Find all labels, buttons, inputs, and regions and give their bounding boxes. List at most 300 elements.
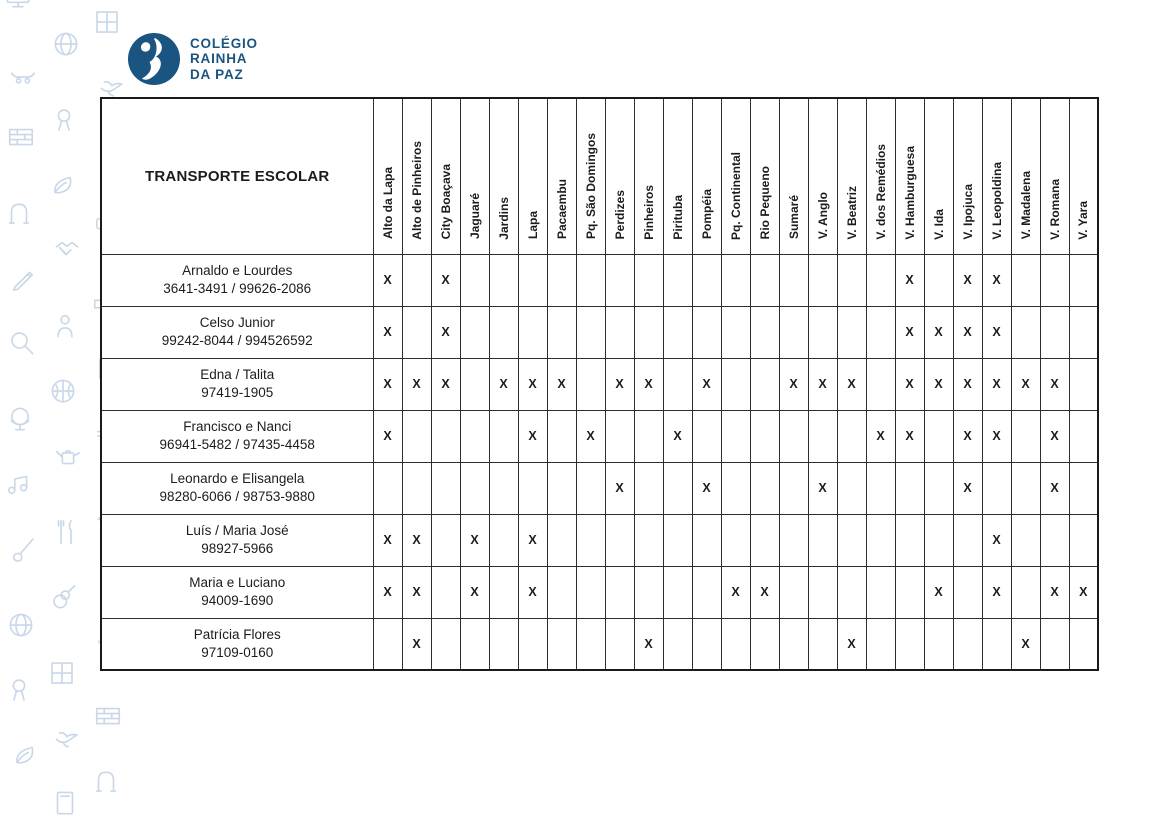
- column-header: [518, 98, 547, 254]
- mark-cell: [547, 566, 576, 618]
- mark-cell: X: [982, 566, 1011, 618]
- mark-cell: [1040, 618, 1069, 670]
- table-row: [101, 566, 1098, 618]
- mark-cell: [837, 462, 866, 514]
- header-row: [101, 98, 1098, 254]
- column-header: [895, 98, 924, 254]
- pencil-icon: [9, 263, 39, 293]
- book-icon: [50, 788, 80, 818]
- driver-phone: 98927-5966: [201, 541, 274, 556]
- mark-cell: X: [489, 358, 518, 410]
- mark-cell: X: [779, 358, 808, 410]
- column-header-label: Pq. São Domingos: [583, 133, 598, 240]
- mark-cell: X: [663, 410, 692, 462]
- column-header: [866, 98, 895, 254]
- mark-cell: [1011, 566, 1040, 618]
- mark-cell: [460, 306, 489, 358]
- mark-cell: [866, 566, 895, 618]
- mark-cell: [779, 306, 808, 358]
- column-header-label: V. Ida: [931, 208, 946, 240]
- arch-icon: [4, 198, 34, 228]
- column-header: [489, 98, 518, 254]
- driver-cell: [101, 462, 373, 514]
- mark-cell: [547, 618, 576, 670]
- mark-cell: X: [895, 358, 924, 410]
- mark-cell: [663, 514, 692, 566]
- handshake-icon: [52, 235, 82, 265]
- mark-cell: X: [402, 514, 431, 566]
- mark-cell: [576, 566, 605, 618]
- mark-cell: X: [982, 358, 1011, 410]
- mark-cell: [518, 462, 547, 514]
- driver-cell: [101, 306, 373, 358]
- mark-cell: [489, 306, 518, 358]
- mark-cell: [634, 514, 663, 566]
- mark-cell: [460, 254, 489, 306]
- column-header-label: V. Anglo: [815, 192, 830, 240]
- column-header-label: V. Beatriz: [844, 185, 859, 240]
- monitor-icon: [3, 0, 33, 11]
- mark-cell: [866, 358, 895, 410]
- driver-cell: [101, 514, 373, 566]
- column-header: [576, 98, 605, 254]
- mark-cell: [518, 306, 547, 358]
- mark-cell: [489, 566, 518, 618]
- mark-cell: [1069, 358, 1098, 410]
- column-header-label: Lapa: [525, 211, 540, 240]
- mark-cell: [489, 618, 518, 670]
- guitar-icon: [49, 582, 79, 612]
- mark-cell: [634, 410, 663, 462]
- mark-cell: [895, 514, 924, 566]
- column-header-label: V. Leopoldina: [989, 161, 1004, 240]
- driver-phone: 98280-6066 / 98753-9880: [159, 489, 315, 504]
- mark-cell: X: [895, 410, 924, 462]
- mark-cell: X: [895, 306, 924, 358]
- mark-cell: [692, 306, 721, 358]
- mark-cell: [489, 410, 518, 462]
- mark-cell: X: [924, 306, 953, 358]
- mark-cell: [924, 514, 953, 566]
- column-header-label: Sumaré: [786, 195, 801, 240]
- mark-cell: X: [924, 566, 953, 618]
- mark-cell: [692, 254, 721, 306]
- music-note-icon: [3, 469, 33, 499]
- mark-cell: [750, 358, 779, 410]
- mark-cell: X: [982, 306, 1011, 358]
- mark-cell: X: [808, 462, 837, 514]
- column-header: [779, 98, 808, 254]
- mark-cell: X: [953, 410, 982, 462]
- mark-cell: X: [953, 254, 982, 306]
- mark-cell: [692, 514, 721, 566]
- mark-cell: [460, 358, 489, 410]
- mark-cell: X: [953, 358, 982, 410]
- mark-cell: [576, 462, 605, 514]
- mark-cell: [402, 254, 431, 306]
- column-header-label: Pinheiros: [641, 184, 656, 240]
- mark-cell: [750, 462, 779, 514]
- mark-cell: [721, 254, 750, 306]
- column-header: [1011, 98, 1040, 254]
- column-header: [547, 98, 576, 254]
- table-row: [101, 514, 1098, 566]
- mark-cell: [924, 410, 953, 462]
- mark-cell: [402, 462, 431, 514]
- transport-table-container: [100, 97, 1099, 671]
- mark-cell: [721, 306, 750, 358]
- mark-cell: X: [518, 514, 547, 566]
- column-header-label: V. Ipojuca: [960, 183, 975, 240]
- mark-cell: [808, 566, 837, 618]
- mark-cell: X: [460, 566, 489, 618]
- mark-cell: X: [837, 358, 866, 410]
- driver-name: Francisco e Nanci: [183, 419, 292, 434]
- logo: [127, 30, 264, 88]
- mark-cell: [779, 618, 808, 670]
- math-grid-icon: [92, 7, 122, 37]
- driver-name: Edna / Talita: [200, 367, 275, 382]
- globe-icon: [6, 610, 36, 640]
- mark-cell: X: [924, 358, 953, 410]
- column-header-label: V. Madalena: [1018, 171, 1033, 240]
- column-header-label: Alto da Lapa: [380, 167, 395, 240]
- mark-cell: [895, 618, 924, 670]
- basketball-icon: [48, 376, 78, 406]
- driver-phone: 97109-0160: [201, 644, 274, 660]
- mark-cell: [547, 306, 576, 358]
- mark-cell: X: [402, 566, 431, 618]
- mark-cell: X: [518, 566, 547, 618]
- mark-cell: X: [1040, 462, 1069, 514]
- mark-cell: [692, 410, 721, 462]
- driver-cell: [101, 566, 373, 618]
- school-name: [190, 36, 258, 83]
- mark-cell: [605, 306, 634, 358]
- mark-cell: [895, 566, 924, 618]
- mark-cell: X: [982, 514, 1011, 566]
- mark-cell: [1011, 410, 1040, 462]
- mark-cell: [837, 410, 866, 462]
- mark-cell: X: [373, 358, 402, 410]
- mark-cell: [663, 254, 692, 306]
- mark-cell: [750, 306, 779, 358]
- mark-cell: X: [808, 358, 837, 410]
- mark-cell: X: [1069, 566, 1098, 618]
- column-header: [373, 98, 402, 254]
- mark-cell: [663, 462, 692, 514]
- column-header-label: V. Hamburguesa: [902, 145, 917, 240]
- mark-cell: [808, 254, 837, 306]
- mark-cell: [721, 358, 750, 410]
- mark-cell: [721, 462, 750, 514]
- column-header: [431, 98, 460, 254]
- mark-cell: [431, 618, 460, 670]
- mark-cell: X: [373, 410, 402, 462]
- mark-cell: [576, 306, 605, 358]
- mark-cell: X: [373, 566, 402, 618]
- mark-cell: [808, 410, 837, 462]
- column-header: [1069, 98, 1098, 254]
- ribbon-icon: [49, 105, 79, 135]
- leaf-icon: [47, 170, 77, 200]
- brick-wall-icon: [6, 122, 36, 152]
- mark-cell: [518, 254, 547, 306]
- mark-cell: [634, 462, 663, 514]
- mark-cell: [808, 514, 837, 566]
- mark-cell: X: [1011, 618, 1040, 670]
- table-row: [101, 358, 1098, 410]
- mark-cell: X: [547, 358, 576, 410]
- column-header: [692, 98, 721, 254]
- column-header-label: Pq. Continental: [728, 151, 743, 240]
- transport-table: [100, 97, 1099, 671]
- column-header-label: City Boaçava: [438, 164, 453, 240]
- mark-cell: [663, 358, 692, 410]
- column-header: [634, 98, 663, 254]
- leaf-icon: [9, 740, 39, 770]
- mark-cell: X: [953, 462, 982, 514]
- column-header-label: V. Romana: [1047, 178, 1062, 240]
- mark-cell: [634, 566, 663, 618]
- mark-cell: X: [518, 358, 547, 410]
- table-row: [101, 462, 1098, 514]
- mark-cell: [1040, 514, 1069, 566]
- mark-cell: [692, 618, 721, 670]
- driver-cell: [101, 410, 373, 462]
- mark-cell: X: [750, 566, 779, 618]
- mark-cell: [1011, 514, 1040, 566]
- mark-cell: X: [460, 514, 489, 566]
- mark-cell: X: [866, 410, 895, 462]
- globe-icon: [51, 29, 81, 59]
- column-header: [982, 98, 1011, 254]
- dove-icon: [52, 723, 82, 753]
- mark-cell: X: [1040, 566, 1069, 618]
- mark-cell: [837, 514, 866, 566]
- mark-cell: [982, 462, 1011, 514]
- driver-phone: 99242-8044 / 994526592: [161, 333, 313, 348]
- driver-cell: [101, 254, 373, 306]
- brick-wall-icon: [93, 701, 123, 731]
- mark-cell: [866, 306, 895, 358]
- mark-cell: [634, 254, 663, 306]
- mark-cell: X: [605, 358, 634, 410]
- mark-cell: [1069, 306, 1098, 358]
- mark-cell: [866, 514, 895, 566]
- mark-cell: X: [692, 462, 721, 514]
- driver-phone: 97419-1905: [201, 385, 274, 400]
- mark-cell: [576, 618, 605, 670]
- column-header-label: Pacaembu: [554, 179, 569, 240]
- driver-name: Leonardo e Elisangela: [170, 471, 305, 486]
- mark-cell: [895, 462, 924, 514]
- tools-icon: [51, 517, 81, 547]
- mark-cell: [866, 462, 895, 514]
- mark-cell: [924, 254, 953, 306]
- mark-cell: X: [1040, 410, 1069, 462]
- driver-name: Arnaldo e Lourdes: [182, 263, 293, 278]
- logo-line: COLÉGIO: [190, 35, 258, 51]
- column-header-label: Pompéia: [699, 189, 714, 240]
- mark-cell: [779, 410, 808, 462]
- mark-cell: [605, 514, 634, 566]
- mark-cell: [721, 618, 750, 670]
- mark-cell: [460, 462, 489, 514]
- mark-cell: X: [953, 306, 982, 358]
- driver-name: Celso Junior: [199, 315, 275, 330]
- column-header: [721, 98, 750, 254]
- paint-brush-icon: [8, 534, 38, 564]
- table-title: TRANSPORTE ESCOLAR: [101, 98, 373, 254]
- mark-cell: [779, 462, 808, 514]
- table-row: [101, 410, 1098, 462]
- mark-cell: X: [1040, 358, 1069, 410]
- mark-cell: [953, 618, 982, 670]
- table-row: [101, 306, 1098, 358]
- mark-cell: X: [518, 410, 547, 462]
- mark-cell: [547, 514, 576, 566]
- desk-globe-icon: [5, 404, 35, 434]
- mark-cell: [779, 514, 808, 566]
- column-header: [605, 98, 634, 254]
- mark-cell: X: [1011, 358, 1040, 410]
- column-header-label: Alto de Pinheiros: [409, 140, 424, 240]
- mark-cell: X: [837, 618, 866, 670]
- driver-phone: 94009-1690: [201, 593, 274, 608]
- mark-cell: [402, 410, 431, 462]
- table-row: [101, 618, 1098, 670]
- mark-cell: [634, 306, 663, 358]
- mark-cell: [1011, 462, 1040, 514]
- mark-cell: [866, 254, 895, 306]
- mark-cell: [837, 566, 866, 618]
- mark-cell: [431, 514, 460, 566]
- mark-cell: X: [431, 358, 460, 410]
- mark-cell: [547, 254, 576, 306]
- mark-cell: [547, 462, 576, 514]
- mark-cell: X: [431, 254, 460, 306]
- skateboard-icon: [8, 57, 38, 87]
- mark-cell: [750, 254, 779, 306]
- logo-line: DA PAZ: [190, 66, 244, 82]
- mark-cell: X: [431, 306, 460, 358]
- column-header-label: Perdizes: [612, 190, 627, 240]
- mark-cell: [808, 306, 837, 358]
- mark-cell: [866, 618, 895, 670]
- mark-cell: [1011, 306, 1040, 358]
- column-header: [402, 98, 431, 254]
- mark-cell: [1040, 306, 1069, 358]
- mark-cell: [547, 410, 576, 462]
- mark-cell: X: [605, 462, 634, 514]
- driver-name: Luís / Maria José: [185, 523, 289, 538]
- column-header-label: Rio Pequeno: [757, 166, 772, 240]
- mark-cell: [924, 462, 953, 514]
- mark-cell: [605, 618, 634, 670]
- column-header-label: Pirituba: [670, 194, 685, 240]
- mark-cell: X: [402, 358, 431, 410]
- mark-cell: [663, 618, 692, 670]
- mark-cell: X: [721, 566, 750, 618]
- mark-cell: [1069, 462, 1098, 514]
- mark-cell: [721, 410, 750, 462]
- person-icon: [50, 311, 80, 341]
- mark-cell: [1011, 254, 1040, 306]
- mark-cell: X: [373, 254, 402, 306]
- mark-cell: X: [373, 514, 402, 566]
- column-header: [837, 98, 866, 254]
- mark-cell: [721, 514, 750, 566]
- mark-cell: [460, 410, 489, 462]
- mark-cell: [460, 618, 489, 670]
- mark-cell: [982, 618, 1011, 670]
- mark-cell: [373, 618, 402, 670]
- mark-cell: [1069, 514, 1098, 566]
- school-logo-icon: [127, 32, 181, 86]
- mark-cell: [837, 306, 866, 358]
- column-header-label: V. dos Remédios: [873, 143, 888, 240]
- math-grid-icon: [47, 658, 77, 688]
- mark-cell: [402, 306, 431, 358]
- mark-cell: [576, 358, 605, 410]
- mark-cell: [605, 566, 634, 618]
- column-header: [460, 98, 489, 254]
- mark-cell: X: [895, 254, 924, 306]
- mark-cell: [692, 566, 721, 618]
- mark-cell: [1040, 254, 1069, 306]
- mark-cell: [576, 254, 605, 306]
- column-header: [953, 98, 982, 254]
- table-row: [101, 254, 1098, 306]
- ribbon-icon: [4, 675, 34, 705]
- mark-cell: [779, 254, 808, 306]
- mark-cell: X: [692, 358, 721, 410]
- mark-cell: [518, 618, 547, 670]
- mark-cell: X: [982, 254, 1011, 306]
- mark-cell: X: [402, 618, 431, 670]
- driver-phone: 3641-3491 / 99626-2086: [163, 281, 312, 296]
- mark-cell: [1069, 618, 1098, 670]
- mark-cell: [808, 618, 837, 670]
- mark-cell: [605, 410, 634, 462]
- magnifier-icon: [7, 328, 37, 358]
- mark-cell: [489, 514, 518, 566]
- mark-cell: [489, 254, 518, 306]
- mark-cell: [489, 462, 518, 514]
- driver-cell: [101, 618, 373, 670]
- mark-cell: [750, 410, 779, 462]
- mark-cell: [924, 618, 953, 670]
- column-header: [750, 98, 779, 254]
- mark-cell: [605, 254, 634, 306]
- column-header: [663, 98, 692, 254]
- logo-line: RAINHA: [190, 51, 248, 67]
- mark-cell: X: [576, 410, 605, 462]
- column-header: [808, 98, 837, 254]
- mark-cell: [1069, 410, 1098, 462]
- column-header-label: Jardins: [496, 196, 511, 240]
- watering-can-icon: [53, 441, 83, 471]
- column-header: [1040, 98, 1069, 254]
- mark-cell: [750, 618, 779, 670]
- driver-phone: 96941-5482 / 97435-4458: [159, 437, 315, 452]
- column-header: [924, 98, 953, 254]
- mark-cell: X: [373, 306, 402, 358]
- mark-cell: X: [634, 618, 663, 670]
- mark-cell: [837, 254, 866, 306]
- mark-cell: [431, 410, 460, 462]
